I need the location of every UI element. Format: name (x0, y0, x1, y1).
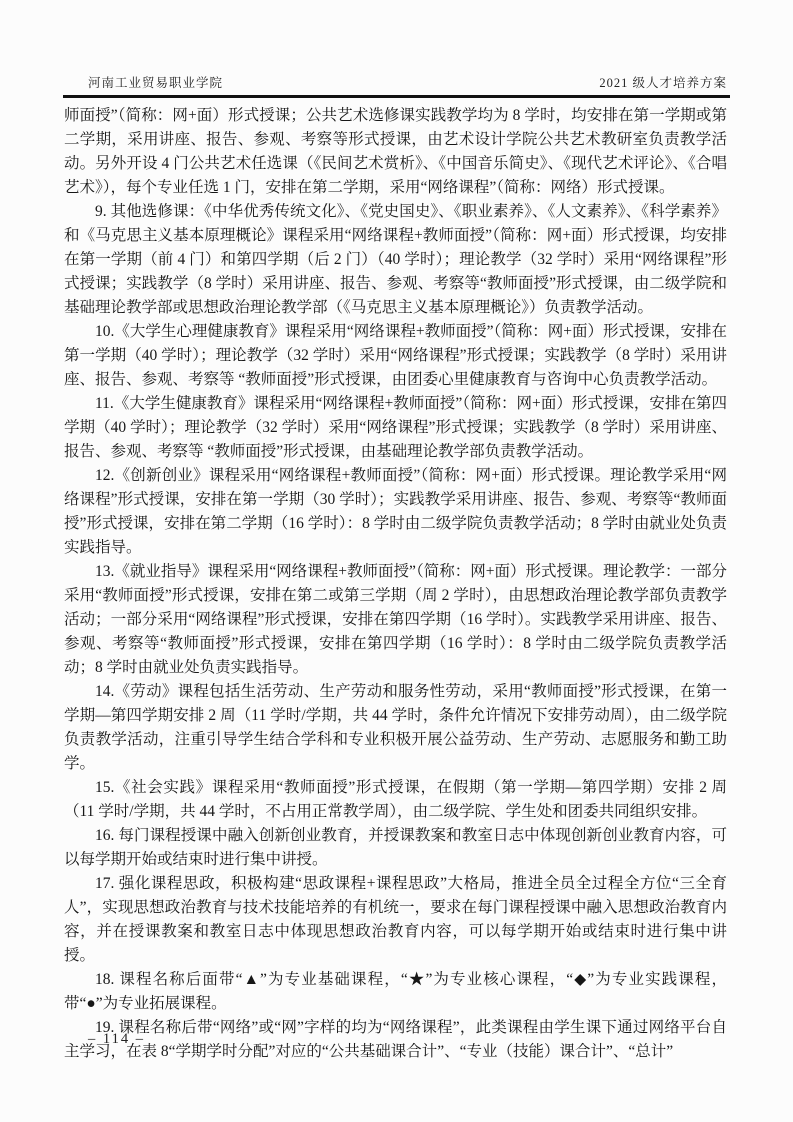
paragraph: 14.《劳动》课程包括生活劳动、生产劳动和服务性劳动，采用“教师面授”形式授课，在第一学期—第四学期安排 2 周（11 学时/学期，共 44 学时，条件允许情况下安排劳动周），由二级学院负责教学活动，注重引导学生结合学科和专业积极开展公益劳动、生产劳动、志愿服务和勤工助学。 (64, 683, 727, 772)
paragraph: 师面授”（简称：网+面）形式授课；公共艺术选修课实践教学均为 8 学时，均安排在第一学期或第二学期，采用讲座、报告、参观、考察等形式授课，由艺术设计学院公共艺术教研室负责教学活动。另外开设 4 门公共艺术任选课（《民间艺术赏析》、《中国音乐简史》、《现代艺术评论》、《合唱艺术》），每个专业任选 1 门，安排在第二学期，采用“网络课程”（简称：网络）形式授课。 (64, 107, 727, 196)
paragraph: 16. 每门课程授课中融入创新创业教育，并授课教案和教室日志中体现创新创业教育内容，可以每学期开始或结束时进行集中讲授。 (64, 827, 727, 868)
paragraph: 10.《大学生心理健康教育》课程采用“网络课程+教师面授”（简称：网+面）形式授课，安排在第一学期（40 学时）；理论教学（32 学时）采用“网络课程”形式授课；实践教学（8 学时）采用讲座、报告、参观、考察等 “教师面授”形式授课，由团委心里健康教育与咨询中心负责教学活动。 (64, 323, 727, 388)
header-rule (63, 95, 730, 98)
paragraph: 12.《创新创业》课程采用“网络课程+教师面授”（简称：网+面）形式授课。理论教学采用“网络课程”形式授课，安排在第一学期（30 学时）；实践教学采用讲座、报告、参观、考察等“教师面授”形式授课，安排在第二学期（16 学时）：8 学时由二级学院负责教学活动；8 学时由就业处负责实践指导。 (64, 467, 727, 556)
page-number: – 114 – (88, 1031, 145, 1047)
paragraph: 11.《大学生健康教育》课程采用“网络课程+教师面授”（简称：网+面）形式授课，安排在第四学期（40 学时）；理论教学（32 学时）采用“网络课程”形式授课；实践教学（8 学时）采用讲座、报告、参观、考察等 “教师面授”形式授课，由基础理论教学部负责教学活动。 (64, 395, 727, 460)
paragraph: 17. 强化课程思政，积极构建“思政课程+课程思政”大格局，推进全员全过程全方位“三全育人”，实现思想政治教育与技术技能培养的有机统一，要求在每门课程授课中融入思想政治教育内容，并在授课教案和教室日志中体现思想政治教育内容，可以每学期开始或结束时进行集中讲授。 (64, 875, 727, 964)
paragraph: 18. 课程名称后面带“▲”为专业基础课程，“★”为专业核心课程，“◆”为专业实践课程，带“●”为专业拓展课程。 (64, 971, 727, 1012)
paragraph: 13.《就业指导》课程采用“网络课程+教师面授”（简称：网+面）形式授课。理论教学：一部分采用“教师面授”形式授课，安排在第二或第三学期（周 2 学时），由思想政治理论教学部负责教学活动；一部分采用“网络课程”形式授课，安排在第四学期（16 学时）。实践教学采用讲座、报告、参观、考察等“教师面授”形式授课，安排在第四学期（16 学时）：8 学时由二级学院负责教学活动；8 学时由就业处负责实践指导。 (64, 563, 727, 676)
document-body (64, 104, 727, 1064)
page-header (64, 73, 729, 91)
header-plan-title: 2021 级人才培养方案 (599, 76, 727, 90)
paragraph: 15.《社会实践》课程采用“教师面授”形式授课，在假期（第一学期—第四学期）安排 2 周（11 学时/学期，共 44 学时，不占用正常教学周），由二级学院、学生处和团委共同组织安排。 (64, 779, 727, 820)
paragraph: 9. 其他选修课：《中华优秀传统文化》、《党史国史》、《职业素养》、《人文素养》、《科学素养》和《马克思主义基本原理概论》课程采用“网络课程+教师面授”（简称：网+面）形式授课，均安排在第一学期（前 4 门）和第四学期（后 2 门）（40 学时）；理论教学（32 学时）采用“网络课程”形式授课；实践教学（8 学时）采用讲座、报告、参观、考察等“教师面授”形式授课，由二级学院和基础理论教学部或思想政治理论教学部（《马克思主义基本原理概论》）负责教学活动。 (64, 203, 727, 316)
header-school-name: 河南工业贸易职业学院 (88, 76, 224, 90)
paragraph: 19. 课程名称后带“网络”或“网”字样的均为“网络课程”，此类课程由学生课下通过网络平台自主学习，在表 8“学期学时分配”对应的“公共基础课合计”、“专业（技能）课合计”、“总计” (64, 1019, 727, 1060)
